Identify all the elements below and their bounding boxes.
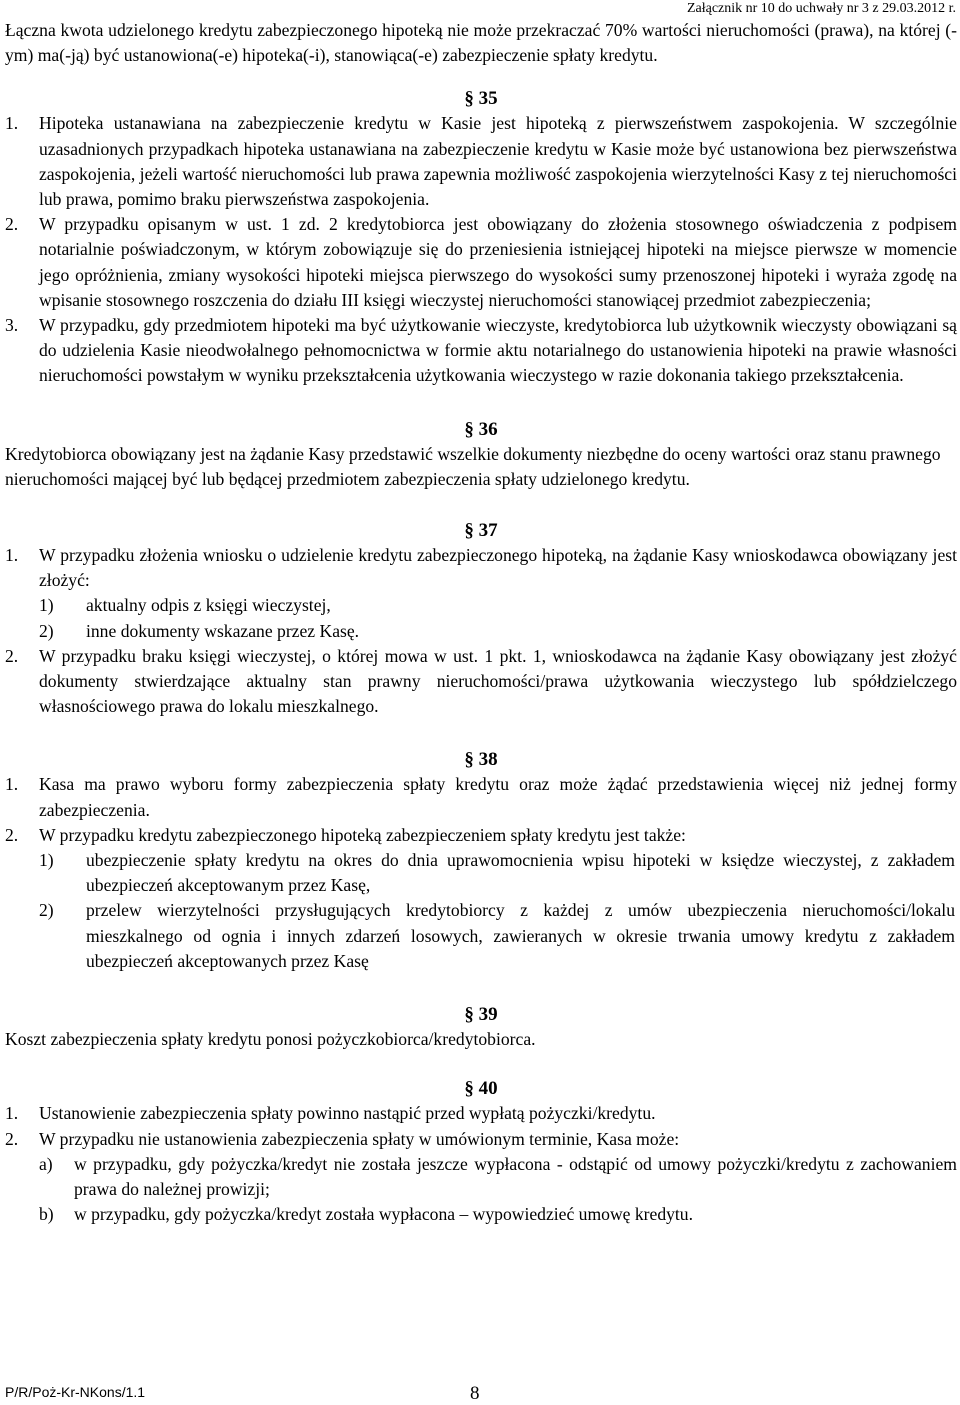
sub-item-number: 2) bbox=[39, 900, 54, 921]
item-number: 2. bbox=[5, 645, 19, 666]
item-text: W przypadku kredytu zabezpieczonego hipoteką zabezpieczeniem spłaty kredytu jest także: bbox=[39, 824, 686, 845]
sub-item bbox=[5, 898, 957, 974]
intro-paragraph: Łączna kwota udzielonego kredytu zabezpieczonego hipoteką nie może przekraczać 70% wartości nieruchomości (prawa), na której (-ym) ma(-ją) być ustanowiona(-e) hipoteka(-i), stanowiąca(-e) zabezpieczenie spłaty kredytu. bbox=[5, 20, 957, 66]
list-item bbox=[5, 1101, 957, 1126]
item-number: 2. bbox=[5, 1128, 19, 1149]
page-header: Załącznik nr 10 do uchwały nr 3 z 29.03.2012 r. bbox=[686, 1, 956, 16]
item-number: 2. bbox=[5, 824, 19, 845]
item-number: 1. bbox=[5, 113, 19, 134]
letter-item-marker: a) bbox=[39, 1153, 53, 1174]
item-text: Hipoteka ustanawiana na zabezpieczenie kredytu w Kasie jest hipoteką z pierwszeństwem zaspokojenia. W szczególnie uzasadnionych przypadkach hipoteka ustanawiana na zabezpieczenie kredytu w Kasie może być ustanowiona bez pierwszeństwa zaspokojenia, jeżeli wartość nieruchomości lub prawa zapewnia możliwość zaspokojenia wierzytelności Kasy z tej nieruchomości lub prawa, pomimo braku pierwszeństwa zaspokojenia. bbox=[39, 113, 957, 210]
list-item bbox=[5, 543, 957, 593]
sub-item-number: 2) bbox=[39, 620, 54, 641]
list-item bbox=[5, 823, 957, 848]
letter-item-text: w przypadku, gdy pożyczka/kredyt nie została jeszcze wypłacona - odstąpić od umowy pożyczki/kredytu z zachowaniem prawa do należnej prowizji; bbox=[74, 1153, 957, 1199]
section-paragraph: Koszt zabezpieczenia spłaty kredytu ponosi pożyczkobiorca/kredytobiorca. bbox=[5, 1029, 536, 1050]
section-heading-38: § 38 bbox=[464, 749, 498, 771]
sub-item-number: 1) bbox=[39, 595, 54, 616]
list-item bbox=[5, 212, 957, 313]
section-heading-37: § 37 bbox=[464, 520, 498, 542]
item-number: 1. bbox=[5, 545, 19, 566]
item-text: Kasa ma prawo wyboru formy zabezpieczenia spłaty kredytu oraz może żądać przedstawienia więcej niż jednej formy zabezpieczenia. bbox=[39, 774, 957, 820]
list-item bbox=[5, 644, 957, 720]
sub-item bbox=[5, 619, 957, 644]
sub-item-number: 1) bbox=[39, 850, 54, 871]
list-item bbox=[5, 772, 957, 822]
list-item bbox=[5, 111, 957, 212]
list-item bbox=[5, 1127, 957, 1152]
item-text: W przypadku, gdy przedmiotem hipoteki ma być użytkowanie wieczyste, kredytobiorca lub użytkownik wieczysty obowiązani są do udzielenia Kasie nieodwołalnego pełnomocnictwa w formie aktu notarialnego do ustanowienia hipoteki na prawie własności nieruchomości powstałym w wyniku przekształcenia użytkowania wieczystego w razie dokonania takiego przekształcenia. bbox=[39, 315, 957, 386]
letter-item-text: w przypadku, gdy pożyczka/kredyt została wypłacona – wypowiedzieć umowę kredytu. bbox=[74, 1204, 693, 1225]
letter-item bbox=[5, 1202, 957, 1227]
item-text: W przypadku złożenia wniosku o udzielenie kredytu zabezpieczonego hipoteką, na żądanie Kasy wnioskodawca obowiązany jest złożyć: bbox=[39, 545, 957, 591]
document-code: P/R/Poż-Kr-NKons/1.1 bbox=[5, 1384, 146, 1400]
section-heading-35: § 35 bbox=[464, 88, 498, 110]
item-text: Ustanowienie zabezpieczenia spłaty powinno nastąpić przed wypłatą pożyczki/kredytu. bbox=[39, 1103, 656, 1124]
section-heading-40: § 40 bbox=[464, 1078, 498, 1100]
section-heading-39: § 39 bbox=[464, 1004, 498, 1026]
item-number: 1. bbox=[5, 774, 19, 795]
section-paragraph: Kredytobiorca obowiązany jest na żądanie Kasy przedstawić wszelkie dokumenty niezbędne do oceny wartości oraz stanu prawnego nieruchomości mającej być lub będącej przedmiotem zabezpieczenia spłaty udzielonego kredytu. bbox=[5, 443, 941, 489]
item-text: W przypadku opisanym w ust. 1 zd. 2 kredytobiorca jest obowiązany do złożenia stosownego oświadczenia z podpisem notarialnie poświadczonym, w którym zobowiązuje się do przeniesienia istniejącej hipoteki na miejsce pierwsze w momencie jego opróżnienia, zmiany wysokości hipoteki miejsca pierwszego do wysokości sumy przenoszonej hipoteki i wyraża zgodę na wpisanie stosownego roszczenia do działu III księgi wieczystej nieruchomości stanowiącej przedmiot zabezpieczenia; bbox=[39, 214, 957, 310]
sub-item-text: aktualny odpis z księgi wieczystej, bbox=[86, 595, 331, 616]
item-number: 1. bbox=[5, 1103, 19, 1124]
sub-item-text: ubezpieczenie spłaty kredytu na okres do dnia uprawomocnienia wpisu hipoteki w księdze wieczystej, z zakładem ubezpieczeń akceptowanym przez Kasę, bbox=[86, 850, 955, 896]
sub-item-text: przelew wierzytelności przysługujących kredytobiorcy z każdej z umów ubezpieczenia nieruchomości/lokalu mieszkalnego od ognia i innych zdarzeń losowych, zawieranych w okresie trwania umowy kredytu z zakładem ubezpieczeń akceptowanych przez Kasę bbox=[86, 900, 955, 971]
page-number: 8 bbox=[470, 1383, 480, 1404]
letter-item bbox=[5, 1152, 957, 1202]
section-heading-36: § 36 bbox=[464, 418, 498, 440]
sub-item bbox=[5, 593, 957, 618]
letter-item-marker: b) bbox=[39, 1204, 54, 1225]
item-number: 3. bbox=[5, 315, 19, 336]
item-number: 2. bbox=[5, 214, 19, 235]
item-text: W przypadku nie ustanowienia zabezpieczenia spłaty w umówionym terminie, Kasa może: bbox=[39, 1128, 680, 1149]
list-item bbox=[5, 313, 957, 389]
item-text: W przypadku braku księgi wieczystej, o której mowa w ust. 1 pkt. 1, wnioskodawca na żądanie Kasy obowiązany jest złożyć dokumenty stwierdzające aktualny stan prawny nieruchomości/prawa użytkowania wieczystego lub spółdzielczego własnościowego prawa do lokalu mieszkalnego. bbox=[39, 645, 957, 717]
document-body bbox=[5, 18, 957, 1227]
sub-item bbox=[5, 848, 957, 898]
sub-item-text: inne dokumenty wskazane przez Kasę. bbox=[86, 620, 360, 641]
